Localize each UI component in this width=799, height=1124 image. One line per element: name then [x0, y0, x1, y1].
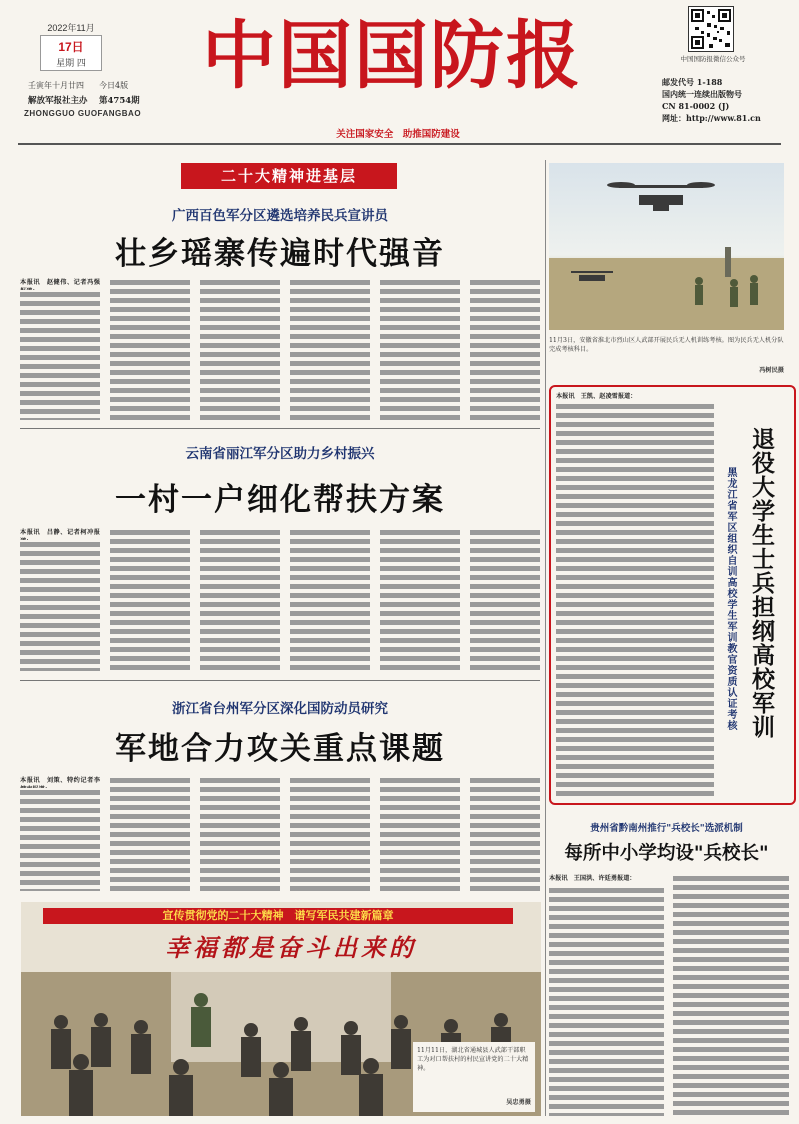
issue-number: 第4754期 [99, 96, 140, 106]
page-count: 今日4版 [99, 81, 129, 90]
article4-box [549, 385, 796, 805]
article1-byline: 本报讯 赵健伟、记者冯强 [20, 279, 100, 286]
section-banner-text: 二十大精神进基层 [220, 167, 357, 185]
article1-kicker: 广西百色军分区遴选培养民兵宣讲员 [172, 208, 388, 224]
weekday: 星期 四 [56, 59, 86, 69]
article2-headline: 一村一户细化帮扶方案 [115, 482, 445, 518]
website: 网址：http://www.81.cn [662, 113, 761, 123]
lunar-date: 壬寅年十月廿四 [28, 81, 84, 90]
publisher: 解放军报社主办 [28, 96, 88, 106]
article3-kicker: 浙江省台州军分区深化国防动员研究 [172, 701, 388, 717]
article4-byline: 本报讯 王凯、赵凌雪报道： [556, 393, 637, 400]
postal-code: 邮发代号 1-188 [662, 77, 723, 87]
photo-bottom-caption-box [413, 1042, 535, 1112]
slogan: 关注国家安全 助推国防建设 [336, 129, 460, 140]
article2-byline: 本报讯 吕静、记者柯冲报 [20, 529, 100, 536]
photo-bottom-banner-text: 宣传贯彻党的二十大精神 谱写军民共建新篇章 [162, 909, 394, 922]
article3-body [20, 776, 540, 891]
article1-body [20, 278, 540, 420]
article2-divider [20, 680, 540, 681]
article5-kicker: 贵州省黔南州推行"兵校长"选派机制 [590, 823, 743, 834]
article3-headline: 军地合力攻关重点课题 [115, 731, 445, 767]
article4-subhead: 黑龙江省军区组织自训高校学生军训教官资质认证考核 [725, 467, 736, 731]
photo-top [549, 163, 784, 330]
article2-body [20, 528, 540, 671]
newspaper-logo: 中国国防报 [202, 13, 582, 99]
photo-bottom-caption: 11月11日，湖北省通城县人武部干部职工为对口帮扶村的村民宣讲党的二十大精神。 [417, 1047, 529, 1072]
cn-number: CN 81-0002 (J) [662, 101, 730, 111]
pinyin-title: ZHONGGUO GUOFANGBAO [24, 109, 142, 118]
date-label: 2022年11月 [47, 23, 95, 33]
photo-bottom-credit: 吴忠勇摄 [506, 1099, 531, 1106]
qr-code [688, 6, 734, 52]
cn-label: 国内统一连续出版物号 [662, 89, 742, 99]
article1-headline: 壮乡瑶寨传遍时代强音 [115, 236, 445, 272]
article5-byline: 本报讯 王国洪、许廷勇报道： [549, 875, 636, 882]
article5-headline: 每所中小学均设"兵校长" [564, 843, 769, 864]
photo-top-credit: 冯树民摄 [759, 367, 784, 374]
column-separator [545, 160, 546, 1116]
date-box [40, 35, 102, 71]
photo-bottom [21, 902, 541, 1116]
article2-kicker: 云南省丽江军分区助力乡村振兴 [185, 446, 375, 462]
photo-bottom-calligraphy: 幸福都是奋斗出来的 [165, 933, 417, 962]
drone-scene [549, 163, 784, 330]
article4-body [556, 392, 714, 800]
section-banner [181, 163, 397, 189]
qr-caption: 中国国防报微信公众号 [680, 55, 746, 63]
article4-headline: 退役大学生士兵担纲高校军训 [748, 427, 775, 739]
article3-byline: 本报讯 刘策、特约记者李 [20, 777, 100, 784]
article5-body [549, 874, 789, 1116]
masthead-divider [18, 143, 781, 145]
photo-top-caption: 11月3日，安徽省淮北市烈山区人武部开展民兵无人机训练考核。图为民兵无人机分队完成考核科目。 [549, 337, 784, 353]
day-number: 17日 [58, 40, 84, 54]
article1-divider [20, 428, 540, 429]
